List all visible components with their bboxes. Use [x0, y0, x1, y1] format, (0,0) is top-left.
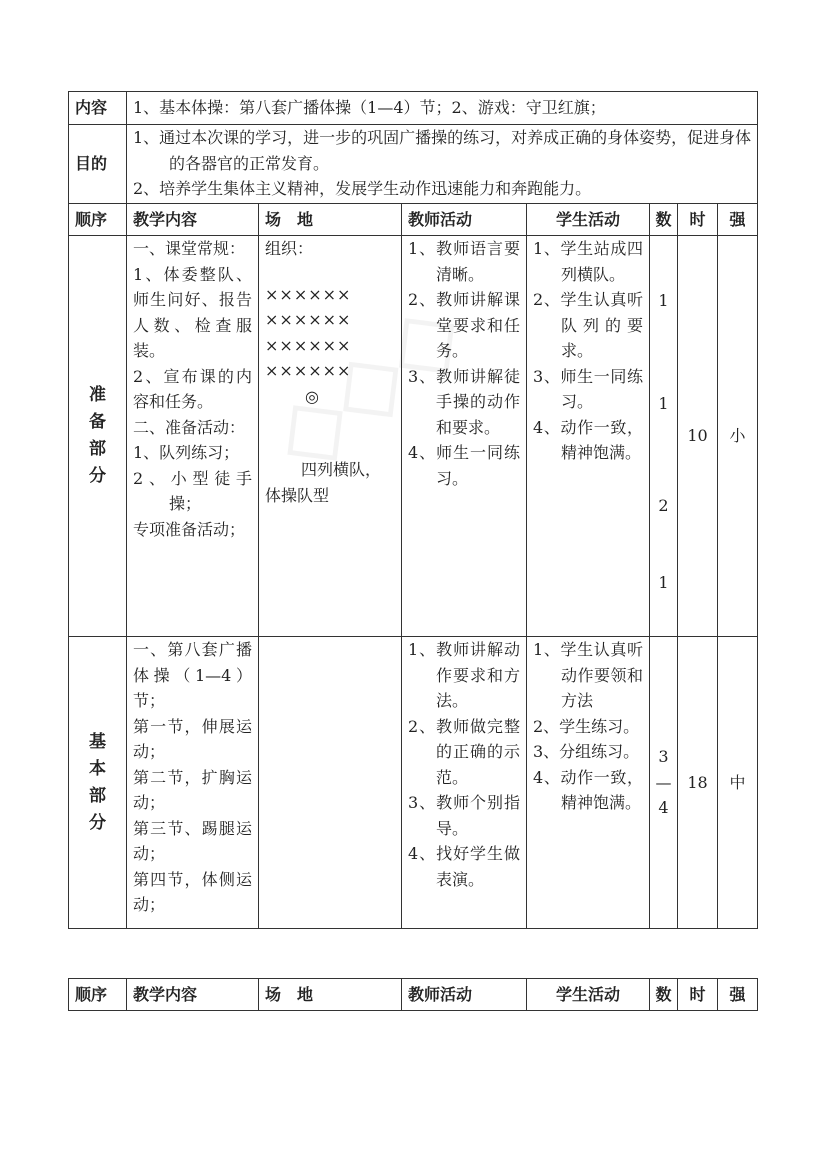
basic-time: 18 [678, 637, 718, 929]
prep-teacher [402, 236, 527, 637]
list-item: 2、学生练习。 [533, 716, 640, 736]
list-item: 2、小型徒手操； [133, 468, 252, 513]
goal-item: 1、通过本次课的学习，进一步的巩固广播操的练习，对养成正确的身体姿势，促进身体的各器官的正常发育。 [133, 128, 752, 173]
list-item: 1、队列练习； [133, 443, 240, 462]
list-item: 4、找好学生做表演。 [408, 844, 520, 889]
list-item: 4、动作一致，精神饱满。 [533, 417, 643, 462]
venue-note: 四列横队，体操队型 [265, 460, 382, 505]
header-student: 学生活动 [527, 204, 650, 236]
lesson-plan-table-continued [68, 978, 758, 1011]
prep-intensity: 小 [718, 236, 758, 637]
list-item: 1、学生认真听动作要领和方法 [533, 640, 643, 710]
formation-row: ×××××× [265, 310, 352, 329]
header-order: 顺序 [69, 204, 127, 236]
header-time: 时 [678, 979, 718, 1011]
list-item: 3、分组练习。 [533, 742, 640, 761]
header-student: 学生活动 [527, 979, 650, 1011]
list-item: 2、宣布课的内容和任务。 [133, 366, 252, 411]
formation-row: ×××××× [265, 335, 352, 355]
venue-label: 组织： [265, 239, 314, 258]
content-text: 1、基本体操：第八套广播体操（1—4）节；2、游戏：守卫红旗； [127, 92, 758, 125]
prep-venue [259, 236, 402, 637]
count-value: 1 [658, 572, 669, 592]
formation-row: ×××××× [265, 361, 352, 380]
list-item: 第三节、踢腿运动； [133, 818, 252, 863]
header-intensity: 强 [718, 979, 758, 1011]
list-item: 1、教师语言要清晰。 [408, 239, 520, 284]
list-item: 二、准备活动： [133, 417, 246, 437]
list-item: 4、师生一同练习。 [408, 443, 520, 488]
list-item: 1、教师讲解动作要求和方法。 [408, 640, 520, 710]
header-time: 时 [678, 204, 718, 236]
basic-teacher [402, 637, 527, 929]
header-count: 数 [650, 979, 678, 1011]
header-teacher: 教师活动 [402, 204, 527, 236]
basic-venue [259, 637, 402, 929]
prep-counts [650, 236, 678, 637]
lesson-plan-table [68, 91, 758, 929]
basic-intensity: 中 [718, 637, 758, 929]
teacher-position-symbol: ◎ [305, 386, 319, 406]
list-item: 2、教师讲解课堂要求和任务。 [408, 290, 520, 360]
list-item: 3、教师个别指导。 [408, 793, 520, 838]
basic-student [527, 637, 650, 929]
list-item: 2、学生认真听队列的要求。 [533, 290, 643, 360]
list-item: 3、师生一同练习。 [533, 366, 643, 411]
header-count: 数 [650, 204, 678, 236]
list-item: 第一节，伸展运动； [133, 716, 252, 761]
list-item: 一、第八套广播体操（1—4）节； [133, 640, 252, 710]
header-content: 教学内容 [127, 979, 259, 1011]
count-value: — [655, 772, 672, 792]
goal-label: 目的 [69, 125, 127, 204]
count-value: 2 [658, 496, 669, 515]
header-content: 教学内容 [127, 204, 259, 236]
count-value: 1 [658, 393, 669, 413]
basic-counts [650, 637, 678, 929]
count-value: 4 [658, 798, 669, 818]
list-item: 1、体委整队、师生问好、报告人数、检查服装。 [133, 264, 252, 360]
basic-content [127, 637, 259, 929]
section-label-prep: 准 备 部 分 [69, 236, 127, 637]
count-value: 1 [658, 291, 669, 310]
list-item: 1、学生站成四列横队。 [533, 239, 643, 284]
header-venue: 场 地 [259, 979, 402, 1011]
section-label-basic: 基 本 部 分 [69, 637, 127, 929]
list-item: 专项准备活动； [133, 519, 246, 539]
header-intensity: 强 [718, 204, 758, 236]
prep-content [127, 236, 259, 637]
goal-item: 2、培养学生集体主义精神，发展学生动作迅速能力和奔跑能力。 [133, 179, 592, 198]
header-order: 顺序 [69, 979, 127, 1011]
goal-cell [127, 125, 758, 204]
list-item: 2、教师做完整的正确的示范。 [408, 716, 520, 787]
formation-row: ×××××× [265, 284, 352, 304]
prep-time: 10 [678, 236, 718, 637]
header-teacher: 教师活动 [402, 979, 527, 1011]
prep-student [527, 236, 650, 637]
list-item: 第二节，扩胸运动； [133, 767, 252, 812]
count-value: 3 [658, 747, 669, 767]
content-label: 内容 [69, 92, 127, 125]
list-item: 一、课堂常规： [133, 239, 246, 258]
list-item: 3、教师讲解徒手操的动作和要求。 [408, 366, 520, 437]
list-item: 4、动作一致，精神饱满。 [533, 767, 643, 812]
header-venue: 场 地 [259, 204, 402, 236]
list-item: 第四节，体侧运动； [133, 869, 252, 914]
